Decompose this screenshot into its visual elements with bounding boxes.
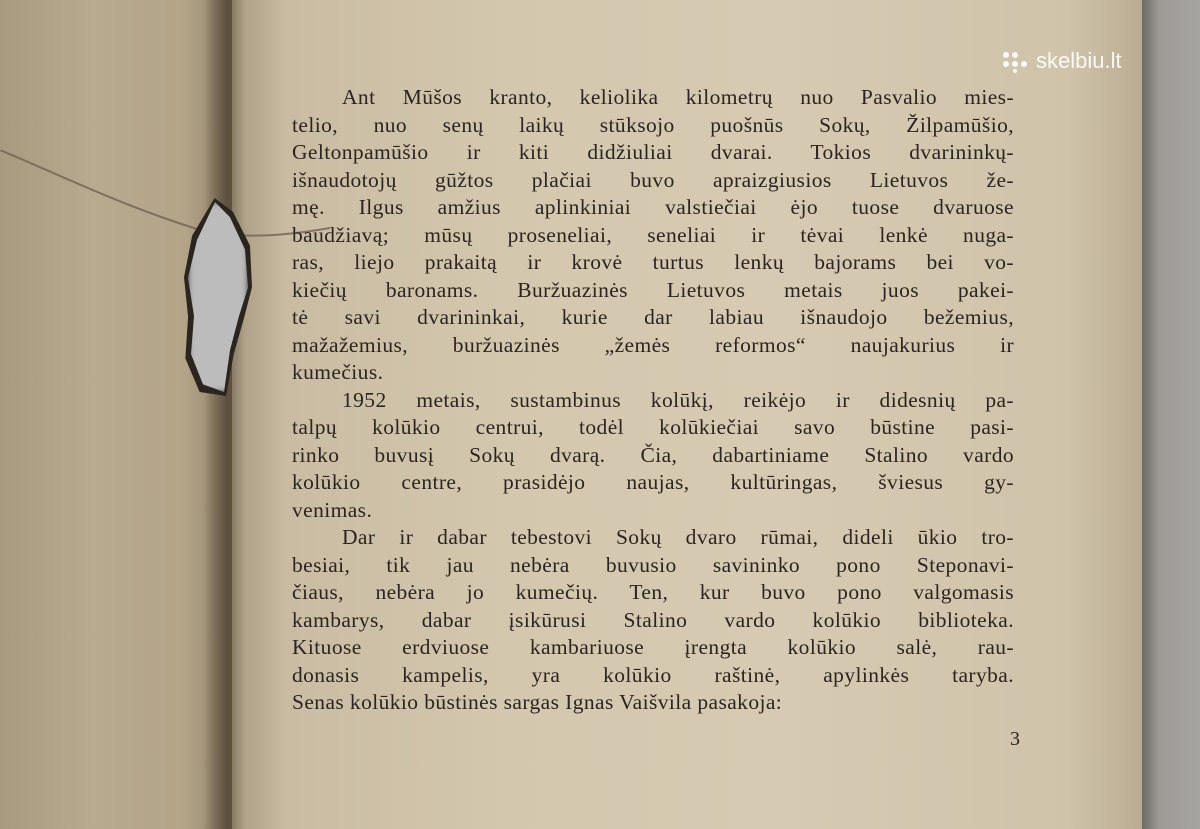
left-book-page [0,0,232,829]
text-line: kambarys, dabar įsikūrusi Stalino vardo kolūkio biblioteka. [292,607,1014,632]
paragraphs [292,84,1014,717]
text-line: tė savi dvarininkai, kurie dar labiau išnaudojo bežemius, [292,305,1014,329]
text-line: talpų kolūkio centrui, todėl kolūkiečiai savo būstine pasi- [292,415,1014,439]
page-text [292,84,1014,717]
watermark [1000,46,1122,76]
text-line: rinko buvusį Sokų dvarą. Čia, dabartiniame Stalino vardo [292,442,1014,467]
text-line: Senas kolūkio būstinės sargas Ignas Vaišvila pasakoja: [292,690,783,714]
text-line: telio, nuo senų laikų stūksojo puošnūs Sokų, Žilpamūšio, [292,112,1014,137]
background-surface [1142,0,1200,829]
text-line: baudžiavą; mūsų proseneliai, seneliai ir tėvai lenkė nuga- [292,222,1014,247]
text-line: mę. Ilgus amžius aplinkiniai valstiečiai ėjo tuose dvaruose [292,195,1014,219]
text-line: venimas. [292,497,373,522]
text-line: mažažemius, buržuazinės „žemės reformos“ naujakurius ir [292,332,1014,357]
text-line: Kituose erdviuose kambariuose įrengta kolūkio salė, rau- [292,635,1014,659]
text-line: Dar ir dabar tebestovi Sokų dvaro rūmai, dideli ūkio tro- [342,525,1014,549]
text-line: Ant Mūšos kranto, keliolika kilometrų nuo Pasvalio mies- [342,85,1014,109]
binding-thread [0,150,330,240]
text-line: kiečių baronams. Buržuazinės Lietuvos metais juos pakei- [292,277,1014,302]
text-line: 1952 metais, sustambinus kolūkį, reikėjo ir didesnių pa- [342,387,1014,412]
text-line: kolūkio centre, prasidėjo naujas, kultūringas, šviesus gy- [292,470,1014,494]
text-line: ras, liejo prakaitą ir krovė turtus lenkų bajorams bei vo- [292,250,1014,274]
text-line: Geltonpamūšio ir kiti didžiuliai dvarai. Tokios dvarininkų- [292,140,1014,164]
text-line: besiai, tik jau nebėra buvusio savininko pono Steponavi- [292,552,1014,577]
page-number: 3 [1010,728,1020,750]
text-line: donasis kampelis, yra kolūkio raštinė, apylinkės taryba. [292,662,1014,687]
book-spine-shadow [205,0,245,829]
watermark-text: skelbiu.lt [1036,48,1122,73]
dots-logo-icon [1000,49,1030,73]
text-line: išnaudotojų gūžtos plačiai buvo apraizgiusios Lietuvos že- [292,167,1014,192]
text-line: kumečius. [292,360,384,384]
text-line: čiaus, nebėra jo kumečių. Ten, kur buvo pono valgomasis [292,580,1014,604]
